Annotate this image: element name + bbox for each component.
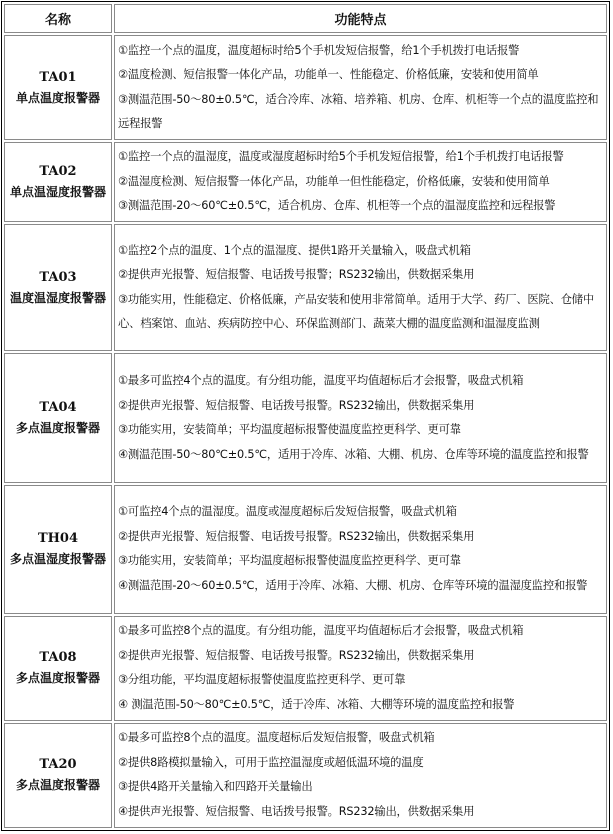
product-model: TA01 xyxy=(39,69,77,85)
feature-line: ②提供8路模拟量输入，可用于监控温湿度或超低温环境的温度 xyxy=(118,755,424,769)
table-row xyxy=(4,616,607,721)
product-model: TA20 xyxy=(39,757,77,773)
feature-line: ①监控2个点的温度、1个点的温湿度、提供1路开关量输入，吸盘式机箱 xyxy=(118,243,471,257)
feature-line: ③提供4路开关量输入和四路开关量输出 xyxy=(118,780,313,794)
product-name-cell xyxy=(4,353,112,482)
feature-line: ②提供声光报警、短信报警、电话拨号报警；RS232输出，供数据采集用 xyxy=(118,268,475,282)
product-features-cell xyxy=(114,485,607,614)
table-row xyxy=(4,224,607,351)
product-name-cell xyxy=(4,616,112,721)
product-model: TA08 xyxy=(39,650,77,666)
feature-line: ④测温范围-20～60±0.5℃，适用于冷库、冰箱、大棚、机房、仓库等环境的温湿度监控和报警 xyxy=(118,578,588,592)
header-features: 功能特点 xyxy=(114,4,607,33)
product-name-cell xyxy=(4,35,112,140)
feature-line: ④ 测温范围-50～80℃±0.5℃，适于冷库、冰箱、大棚等环境的温度监控和报警 xyxy=(118,697,515,711)
product-table xyxy=(2,2,609,830)
header-name: 名称 xyxy=(4,4,112,33)
table-row xyxy=(4,35,607,140)
product-title: 多点温湿度报警器 xyxy=(9,552,106,567)
feature-line: ③测温范围-20～60℃±0.5℃，适合机房、仓库、机柜等一个点的温湿度监控和远程报警 xyxy=(118,199,556,213)
table-row xyxy=(4,485,607,614)
table-row xyxy=(4,142,607,222)
feature-line: ①可监控4个点的温湿度。温度或湿度超标后发短信报警，吸盘式机箱 xyxy=(118,505,457,519)
feature-line: ③测温范围-50～80±0.5℃，适合冷库、冰箱、培养箱、机房、仓库、机柜等一个点的温度监控和远程报警 xyxy=(118,92,599,130)
product-title: 多点温度报警器 xyxy=(15,671,100,686)
feature-line: ③功能实用，安装简单；平均温度超标报警使温度监控更科学、更可靠 xyxy=(118,554,461,568)
feature-line: ②温度检测、短信报警一体化产品，功能单一、性能稳定、价格低廉，安装和使用简单 xyxy=(118,68,539,81)
product-name-cell xyxy=(4,485,112,614)
feature-line: ①监控一个点的温度，温度超标时给5个手机发短信报警，给1个手机拨打电话报警 xyxy=(118,43,520,57)
product-features-cell xyxy=(114,723,607,828)
product-features-cell xyxy=(114,616,607,721)
product-model: TA02 xyxy=(39,164,77,180)
product-table-frame xyxy=(1,1,610,831)
feature-line: ①监控一个点的温湿度，温度或湿度超标时给5个手机发短信报警，给1个手机拨打电话报警 xyxy=(118,150,564,164)
product-name-cell xyxy=(4,224,112,351)
product-title: 多点温度报警器 xyxy=(15,421,100,436)
product-title: 温度温湿度报警器 xyxy=(9,290,106,305)
feature-line: ③功能实用，性能稳定、价格低廉，产品安装和使用非常简单。适用于大学、药厂、医院、仓储中心、档案馆、血站、疾病防控中心、环保监测部门、蔬菜大棚的温度监测和温湿度监测 xyxy=(118,292,595,331)
product-title: 多点温度报警器 xyxy=(15,778,100,793)
product-title: 单点温度报警器 xyxy=(15,90,100,105)
feature-line: ②提供声光报警、短信报警、电话拨号报警。RS232输出，供数据采集用 xyxy=(118,648,475,662)
table-header-row xyxy=(4,4,607,33)
feature-line: ①最多可监控4个点的温度。有分组功能，温度平均值超标后才会报警，吸盘式机箱 xyxy=(118,374,524,388)
feature-line: ④提供声光报警、短信报警、电话拨号报警。RS232输出，供数据采集用 xyxy=(118,804,475,818)
product-model: TA04 xyxy=(39,400,77,416)
table-row xyxy=(4,723,607,828)
feature-line: ①最多可监控8个点的温度。有分组功能，温度平均值超标后才会报警，吸盘式机箱 xyxy=(118,624,524,638)
feature-line: ②提供声光报警、短信报警、电话拨号报警。RS232输出，供数据采集用 xyxy=(118,398,475,412)
product-name-cell xyxy=(4,723,112,828)
table-row xyxy=(4,353,607,482)
feature-line: ②温湿度检测、短信报警一体化产品，功能单一但性能稳定，价格低廉，安装和使用简单 xyxy=(118,174,550,188)
product-features-cell xyxy=(114,353,607,482)
feature-line: ①最多可监控8个点的温度。温度超标后发短信报警，吸盘式机箱 xyxy=(118,731,435,745)
product-features-cell xyxy=(114,142,607,222)
feature-line: ③分组功能，平均温度超标报警使温度监控更科学、更可靠 xyxy=(118,673,406,687)
product-name-cell xyxy=(4,142,112,222)
feature-line: ④测温范围-50～80℃±0.5℃，适用于冷库、冰箱、大棚、机房、仓库等环境的温度监控和报警 xyxy=(118,447,589,461)
product-model: TH04 xyxy=(37,531,79,547)
feature-line: ②提供声光报警、短信报警、电话拨号报警。RS232输出，供数据采集用 xyxy=(118,529,475,543)
product-model: TA03 xyxy=(39,269,77,285)
product-features-cell xyxy=(114,224,607,351)
product-features-cell xyxy=(114,35,607,140)
product-title: 单点温湿度报警器 xyxy=(9,185,106,200)
feature-line: ③功能实用，安装简单；平均温度超标报警使温度监控更科学、更可靠 xyxy=(118,423,461,437)
